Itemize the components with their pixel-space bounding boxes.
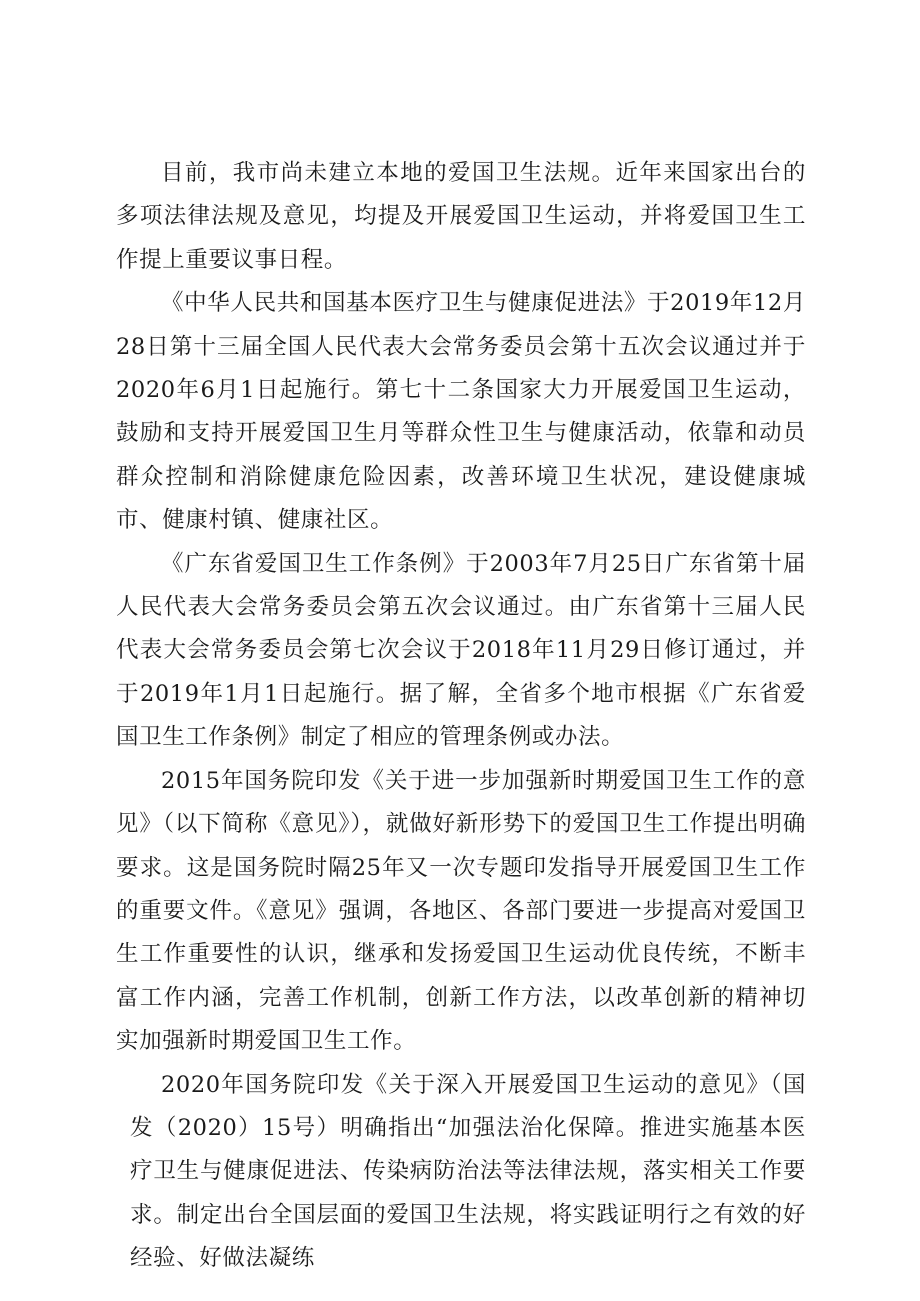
paragraph-health-promotion-law: 《中华人民共和国基本医疗卫生与健康促进法》于2019年12月28日第十三届全国人民代表大会常务委员会第十五次会议通过并于2020年6月1日起施行。第七十二条国家大力开展爱国卫生运动，鼓励和支持开展爱国卫生月等群众性卫生与健康活动，依靠和动员群众控制和消除健康危险因素，改善环境卫生状况，建设健康城市、健康村镇、健康社区。 [116,290,806,534]
paragraph-guangdong-regulation: 《广东省爱国卫生工作条例》于2003年7月25日广东省第十届人民代表大会常务委员会第五次会议通过。由广东省第十三届人民代表大会常务委员会第七次会议于2018年11月29日修订通过，并于2019年1月1日起施行。据了解，全省多个地市根据《广东省爱国卫生工作条例》制定了相应的管理条例或办法。 [116,550,806,751]
document-body [116,152,806,1281]
paragraph-2015-opinion: 2015年国务院印发《关于进一步加强新时期爱国卫生工作的意见》（以下简称《意见》），就做好新形势下的爱国卫生工作提出明确要求。这是国务院时隔25年又一次专题印发指导开展爱国卫生工作的重要文件。《意见》强调，各地区、各部门要进一步提高对爱国卫生工作重要性的认识，继承和发扬爱国卫生运动优良传统，不断丰富工作内涵，完善工作机制，创新工作方法，以改革创新的精神切实加强新时期爱国卫生工作。 [116,767,806,1055]
paragraph-2020-opinion: 2020年国务院印发《关于深入开展爱国卫生运动的意见》（国发（2020）15号）明确指出“加强法治化保障。推进实施基本医疗卫生与健康促进法、传染病防治法等法律法规，落实相关工作要求。制定出台全国层面的爱国卫生法规，将实践证明行之有效的好经验、好做法凝练 [130,1071,806,1272]
paragraph-local-regulation-status: 目前，我市尚未建立本地的爱国卫生法规。近年来国家出台的多项法律法规及意见，均提及开展爱国卫生运动，并将爱国卫生工作提上重要议事日程。 [116,160,806,273]
